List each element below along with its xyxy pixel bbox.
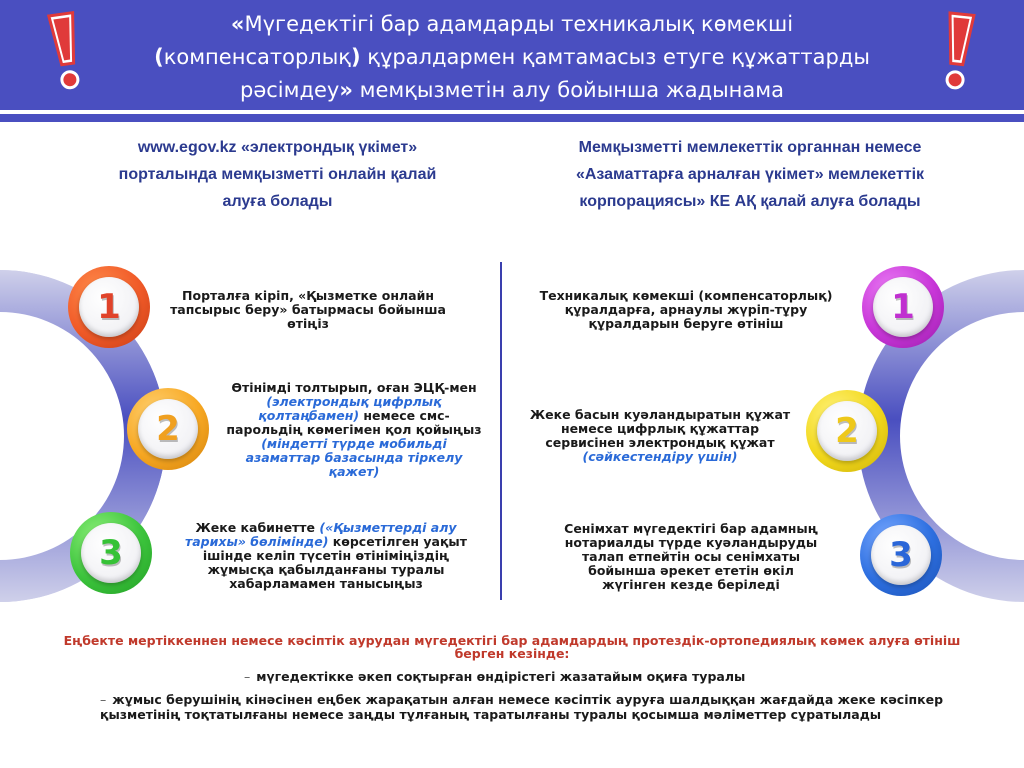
step-number: 3 [889, 535, 913, 575]
right-step-3-text: Сенімхат мүгедектігі бар адамның нотариалды түрде куәландыруды талап етпейтін осы сенімхаты бойынша әрекет ететін өкіл жүгінген кезде беріледі [564, 521, 818, 592]
right-column-heading: Мемқызметті мемлекеттік органнан немесе «Азаматтарға арналған үкімет» мемлекеттік корпорациясы» КЕ АҚ қалай алуға болады [575, 139, 925, 210]
right-step-1-text: Техникалық көмекші (компенсаторлық) құралдарға, арнаулы жүріп-тұру құралдарын беруге өтініш [539, 288, 833, 331]
step-1-badge [862, 266, 944, 348]
left-step-2-text: Өтінімді толтырып, оған ЭЦҚ-мен (электрондық цифрлық қолтаңбамен) немесе смс-парольдің көмегімен қол қойыңыз (міндетті түрде мобильді азаматтар базасында тіркелу қажет) [226, 380, 482, 479]
note-bullet: – жұмыс берушінің кінәсінен еңбек жарақатын алған немесе кәсіптік ауруға шалдыққан жағдайда жеке кәсіпкер қызметінің тоқтатылғаны немесе заңды тұлғаның таратылғаны туралы қосымша мәліметтер сұратылады [100, 692, 944, 722]
step-number: 1 [891, 287, 915, 327]
page-title: «Мүгедектігі бар адамдарды техникалық көмекші (компенсаторлық) құралдармен қамтамасыз етуге құжаттарды рәсімдеу» мемқызметін алу бойынша жадынама [154, 12, 870, 102]
step-2-badge [806, 390, 888, 472]
left-step-3-text: Жеке кабинетте («Қызметтерді алу тарихы» бөлімінде) көрсетілген уақыт ішінде келіп түсетін өтініміңіздің жұмысқа қабылданғаны туралы хабарламамен танысыңыз [185, 520, 467, 591]
step-1-badge [68, 266, 150, 348]
bullet-dash: – [244, 669, 251, 684]
step-3-badge [70, 512, 152, 594]
note-bullet: – мүгедектікке әкеп соқтырған өндірістегі жазатайым оқиға туралы [244, 669, 746, 684]
step-number: 1 [97, 287, 121, 327]
step-number: 2 [156, 409, 180, 449]
step-number: 2 [835, 411, 859, 451]
step-3-badge [860, 514, 942, 596]
step-2-badge [127, 388, 209, 470]
column-divider [500, 262, 502, 600]
step-number: 3 [99, 533, 123, 573]
left-column-heading: www.egov.kz «электрондық үкімет» порталында мемқызметті онлайн қалай алуға болады [118, 139, 437, 210]
bullet-dash: – [100, 692, 107, 707]
left-step-1-text: Порталға кіріп, «Қызметке онлайн тапсырыс беру» батырмасы бойынша өтіңіз [170, 288, 446, 331]
header-stripe [0, 114, 1024, 122]
note-heading: Еңбекте мертіккеннен немесе кәсіптік аурудан мүгедектігі бар адамдардың протездік-ортопедиялық көмек алуға өтініш берген кезінде: [63, 633, 961, 661]
right-step-2-text: Жеке басын куәландыратын құжат немесе цифрлық құжаттар сервисінен электрондық құжат (сәйкестендіру үшін) [529, 407, 791, 464]
